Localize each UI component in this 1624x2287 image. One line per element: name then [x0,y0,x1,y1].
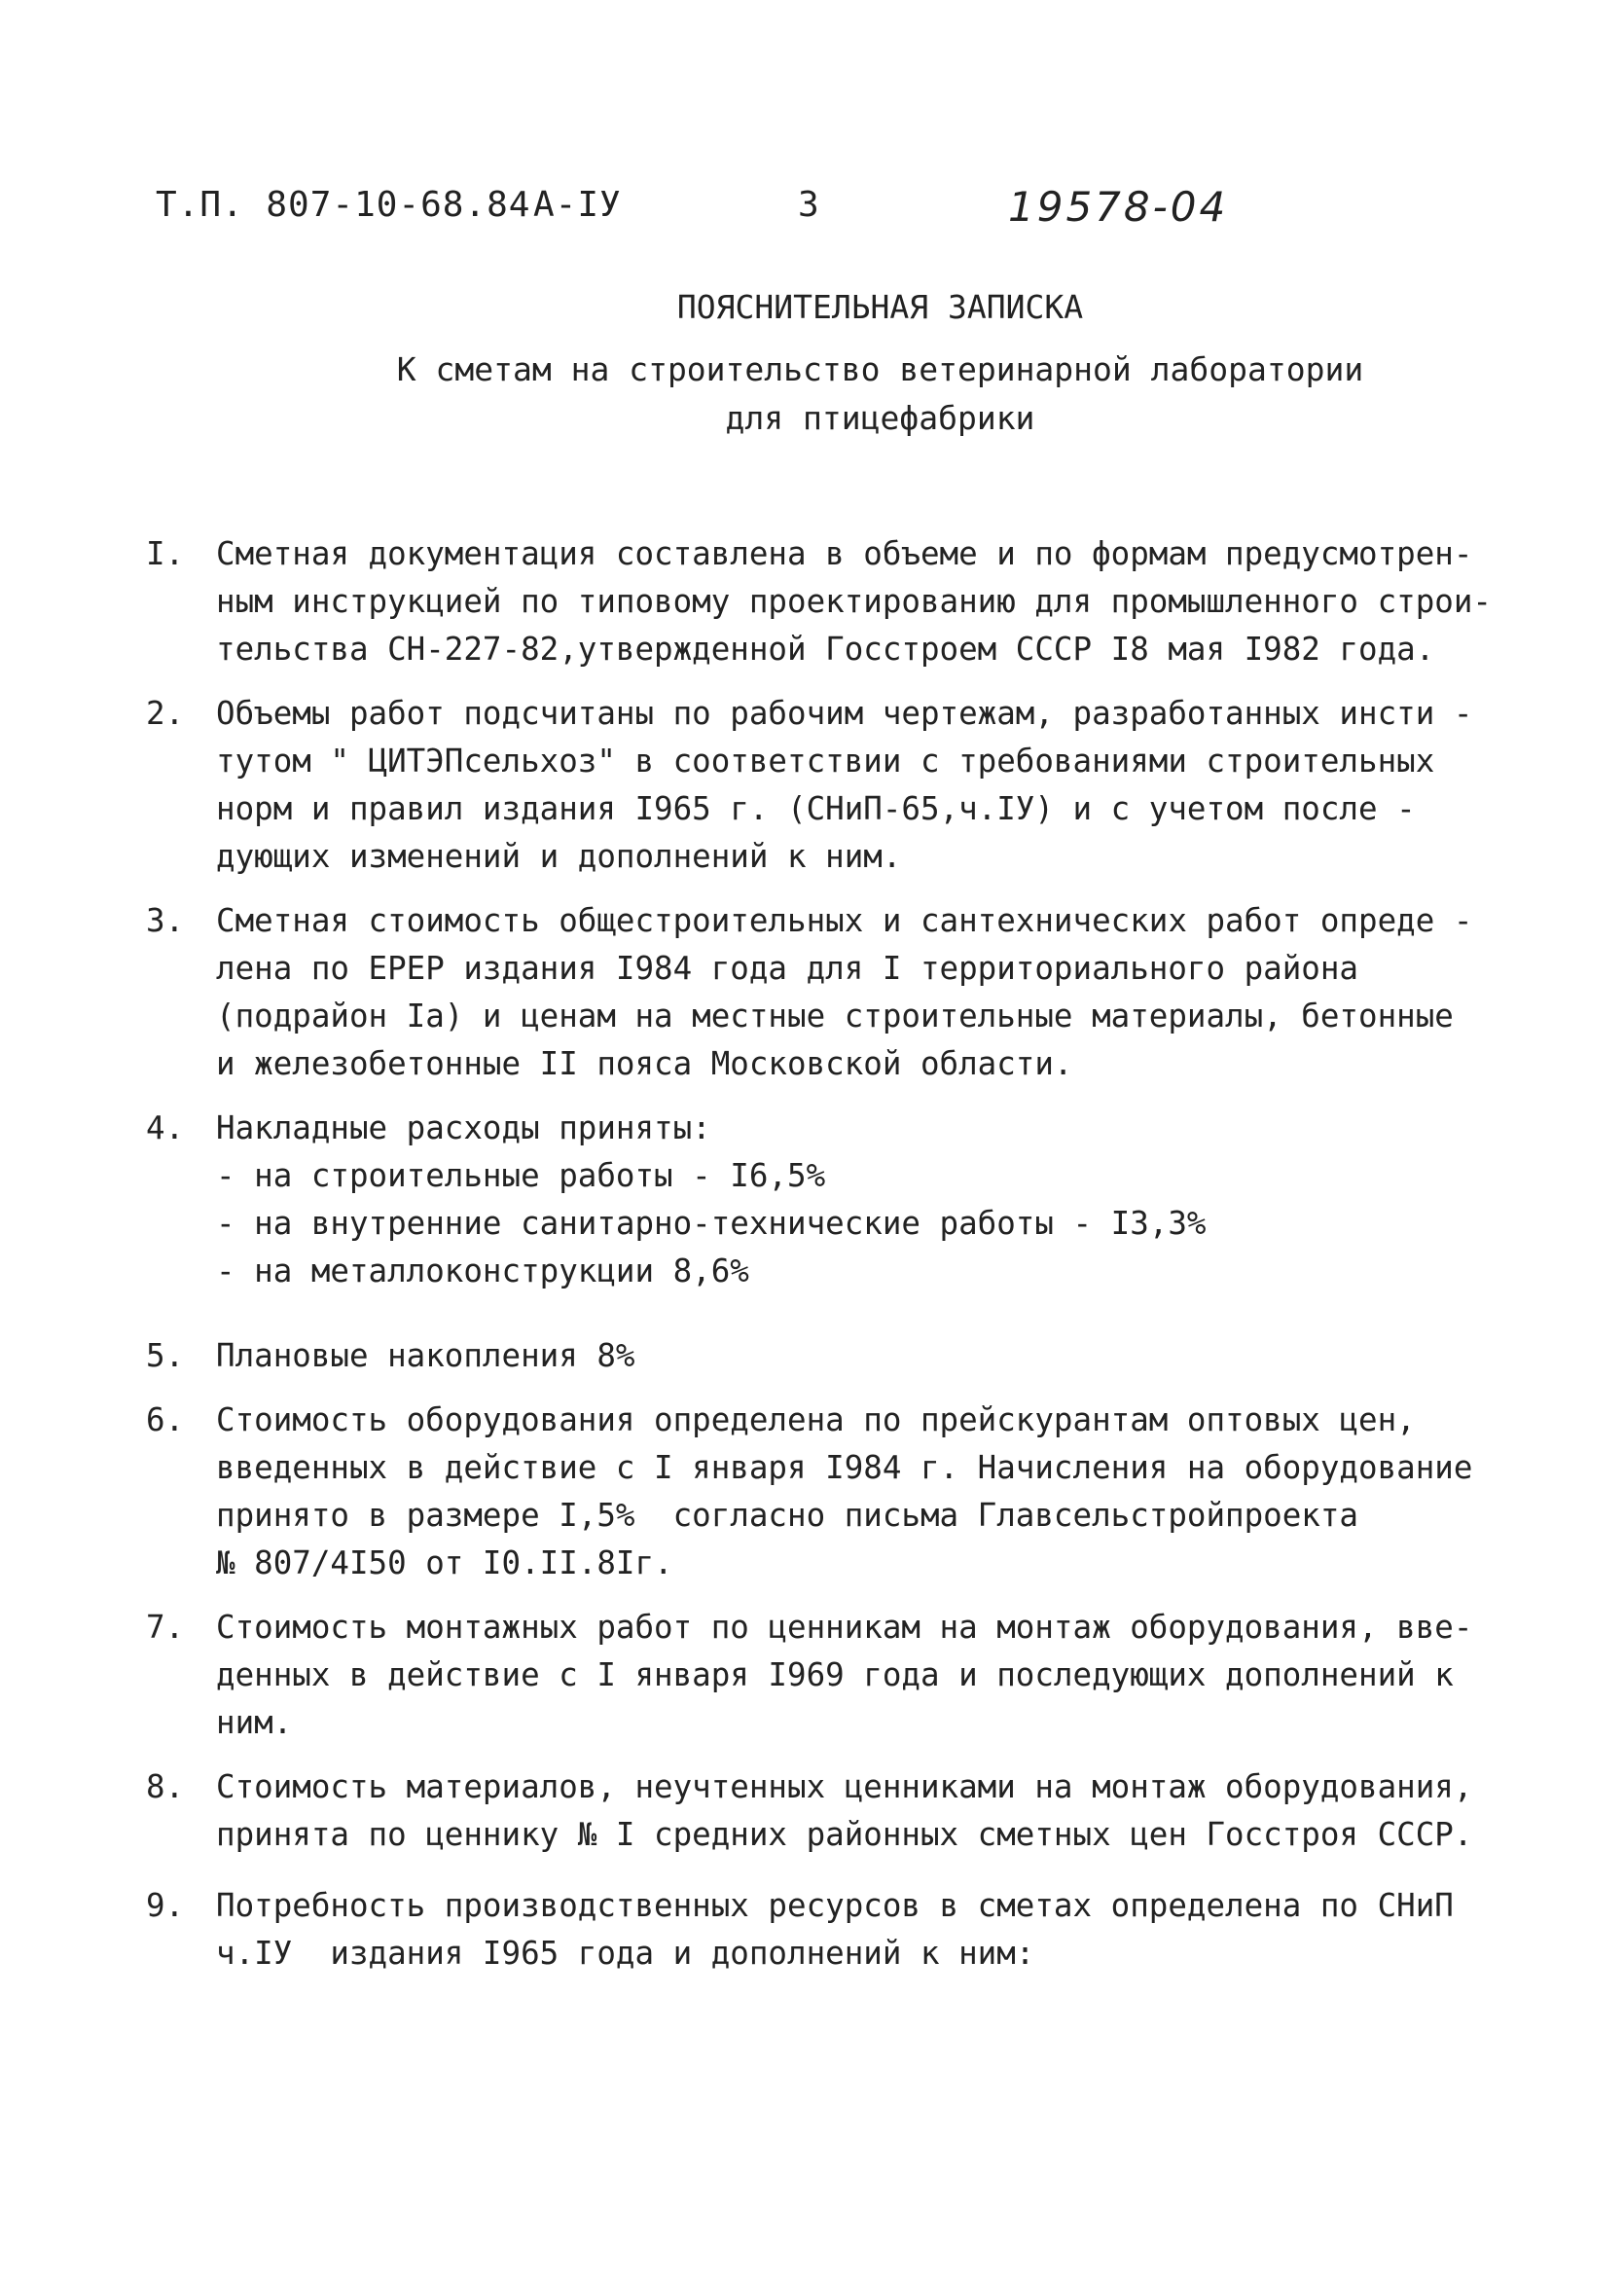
text-line: Сметная стоимость общестроительных и сантехнических работ опреде - [216,902,1473,939]
text-line: лена по ЕРЕР издания I984 года для I территориального района [216,950,1358,987]
list-item [146,690,1567,881]
list-item-number: 4. [146,1109,185,1146]
list-item-text [216,1882,1567,1978]
text-line: Плановые накопления 8% [216,1337,635,1374]
list-item [146,1397,1567,1587]
text-line: тутом " ЦИТЭПсельхоз" в соответствии с требованиями строительных [216,743,1435,780]
list-item-text [216,1604,1567,1747]
text-line: - на строительные работы - I6,5% [216,1157,826,1194]
list-item-text [216,897,1567,1088]
list-item-text [216,1763,1567,1859]
document-subtitle-line-2: для птицефабрики [725,399,1035,437]
list-item-number: 2. [146,695,185,732]
list-item [146,1763,1567,1859]
list-item [146,1882,1567,1978]
list-item-number: 9. [146,1887,185,1924]
sheet-label: А-IУ [533,185,622,225]
text-line: дующих изменений и дополнений к ним. [216,838,902,875]
document-number: 19578-04 [1008,183,1229,231]
page-number: 3 [798,185,820,225]
list-item-number: I. [146,535,185,572]
list-item-number: 6. [146,1401,185,1438]
list-item-number: 7. [146,1609,185,1646]
text-line: Объемы работ подсчитаны по рабочим чертежам, разработанных инсти - [216,695,1473,732]
text-line: ч.IУ издания I965 года и дополнений к ним: [216,1935,1035,1972]
text-line: норм и правил издания I965 г. (СНиП-65,ч.IУ) и с учетом после - [216,790,1416,827]
text-line: Накладные расходы приняты: [216,1109,711,1146]
list-item-text [216,1105,1567,1295]
numbered-list [146,530,1567,1994]
list-item [146,1332,1567,1380]
list-item-text [216,1332,1567,1380]
text-line: введенных в действие с I января I984 г. Начисления на оборудование [216,1449,1473,1486]
list-item [146,897,1567,1088]
list-item-text [216,1397,1567,1587]
list-item-number: 8. [146,1768,185,1805]
text-line: ным инструкцией по типовому проектированию для промышленного строи- [216,583,1492,620]
text-line: ним. [216,1704,293,1741]
list-item [146,1604,1567,1747]
project-code: Т.П. 807-10-68.84 [156,185,531,225]
text-line: и железобетонные II пояса Московской области. [216,1045,1073,1082]
text-line: денных в действие с I января I969 года и последующих дополнений к [216,1656,1454,1693]
list-item-text [216,530,1567,673]
list-item [146,530,1567,673]
text-line: - на внутренние санитарно-технические работы - I3,3% [216,1205,1207,1242]
list-item-text [216,690,1567,881]
text-line: Сметная документация составлена в объеме и по формам предусмотрен- [216,535,1473,572]
text-line: Стоимость монтажных работ по ценникам на монтаж оборудования, вве- [216,1609,1473,1646]
text-line: Стоимость материалов, неучтенных ценниками на монтаж оборудования, [216,1768,1473,1805]
text-line: Стоимость оборудования определена по прейскурантам оптовых цен, [216,1401,1416,1438]
text-line: - на металлоконструкции 8,6% [216,1252,749,1289]
list-item-number: 5. [146,1337,185,1374]
text-line: принята по ценнику № I средних районных сметных цен Госстроя СССР. [216,1816,1473,1853]
text-line: тельства СН-227-82,утвержденной Госстроем СССР I8 мая I982 года. [216,631,1435,668]
text-line: Потребность производственных ресурсов в сметах определена по СНиП [216,1887,1454,1924]
list-item [146,1105,1567,1295]
list-item-number: 3. [146,902,185,939]
text-line: (подрайон Iа) и ценам на местные строительные материалы, бетонные [216,998,1454,1035]
text-line: № 807/4I50 от I0.II.8Iг. [216,1544,673,1581]
document-title: ПОЯСНИТЕЛЬНАЯ ЗАПИСКА [676,288,1084,326]
document-subtitle-line-1: К сметам на строительство ветеринарной лаборатории [396,350,1364,388]
text-line: принято в размере I,5% согласно письма Главсельстройпроекта [216,1497,1358,1534]
